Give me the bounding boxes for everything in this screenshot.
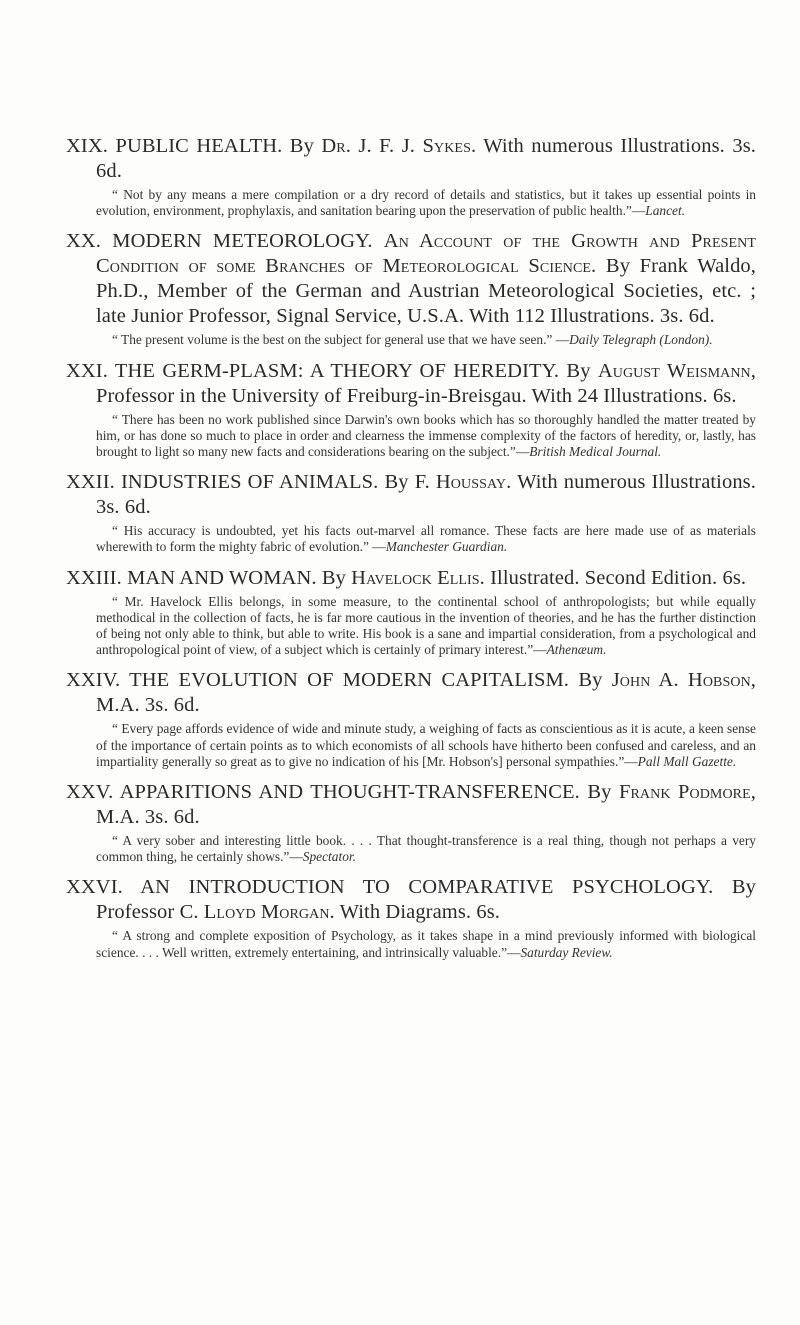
entry-number: XXI. [66,359,108,382]
entry-title: MODERN METEOROLOGY. [112,230,373,253]
entry-by: By [384,471,409,494]
entry-details: 3s. 6d. [144,806,200,829]
review-source: British Medical Journal. [529,444,662,460]
catalogue-entry [66,134,756,219]
review-quote: “ A strong and complete exposition of Psychology, as it takes shape in a mind previously informed with biological science. . . . Well written, extremely entertaining, and intrinsically valuable.”— [96,928,756,960]
entry-review [96,412,756,461]
entry-heading [66,229,756,329]
entry-heading [66,875,756,925]
entry-review [96,594,756,659]
review-source: Manchester Guardian. [385,539,508,555]
entry-number: XXII. [66,471,115,494]
entry-review [96,187,756,219]
review-source: Daily Telegraph (London). [569,332,713,348]
entry-number: XIX. [66,135,108,157]
entry-review [96,721,756,770]
entry-review [96,523,756,555]
review-quote: “ There has been no work published since Darwin's own books which has so thoroughly handled the matter treated by him, or has done so much to place in order and clearness the immense complexity of the factors of heredity, or, lastly, has brought to light so many new facts and considerations bearing on the subject.”— [96,411,756,460]
entry-title: APPARITIONS AND THOUGHT-TRANSFERENCE. [119,781,580,804]
entry-number: XXVI. [66,876,123,899]
entry-heading [66,470,756,520]
entry-heading [66,780,756,830]
entry-number: XXIV. [66,669,121,692]
entry-review [96,332,756,348]
catalogue-entry [66,780,756,865]
review-quote: “ A very sober and interesting little book. . . . That thought-transference is a real thing, though not perhaps a very common thing, he certainly shows.”— [96,833,756,865]
entry-author: An Account of the Growth and Present Condition of some Branches of Meteorological Science. [96,230,756,278]
entry-details: With Diagrams. 6s. [339,901,501,924]
entry-details: By Frank Waldo, Ph.D., Member of the German and Austrian Meteorological Societies, etc. ; late Junior Professor, Signal Service, U.S.A. With 112 Illustrations. 3s. 6d. [96,255,756,328]
entry-by: By [321,566,346,589]
entry-author: Havelock Ellis. [351,566,485,589]
catalogue-entry [66,229,756,348]
review-quote: “ Not by any means a mere compilation or a dry record of details and statistics, but it takes up essential points in evolution, environment, prophylaxis, and sanitation bearing upon the preservation of public health.”— [96,187,756,219]
entry-heading [66,134,756,184]
entry-review [96,833,756,865]
entry-title: THE GERM-PLASM: A THEORY OF HEREDITY. [114,359,560,382]
entry-author: F. Houssay. [414,471,512,494]
entry-title: MAN AND WOMAN. [127,566,317,589]
entry-author: Frank Podmore, M.A. [96,781,756,829]
entry-author: August Weismann, [597,359,756,382]
entry-author: C. Lloyd Morgan. [179,901,335,924]
entry-number: XX. [66,230,102,253]
entry-review [96,928,756,960]
entry-number: XXIII. [66,566,122,589]
entry-by: By [578,669,603,692]
entry-author: John A. Hobson, M.A. [96,669,757,717]
review-source: Spectator. [302,849,356,865]
catalogue-entry [66,875,756,960]
catalogue-entry [66,566,756,659]
entry-heading [66,359,756,409]
entry-details: Illustrated. Second Edition. 6s. [490,566,747,589]
entry-title: INDUSTRIES OF ANIMALS. [121,471,379,494]
entry-author: Dr. J. F. J. Sykes. [321,135,477,157]
entry-number: XXV. [66,781,114,804]
review-source: Lancet. [645,203,686,219]
review-quote: “ His accuracy is undoubted, yet his facts out-marvel all romance. These facts are here made use of as materials wherewith to form the mighty fabric of evolution.” — [96,523,756,555]
entry-by: By [587,781,612,804]
entry-details: 3s. 6d. [144,694,200,717]
catalogue-entry [66,359,756,461]
review-quote: “ Mr. Havelock Ellis belongs, in some measure, to the continental school of anthropologists; but while equally methodical in the collection of facts, he is far more cautious in the invention of theories, and he has the further distinction of being not only able to think, but able to write. His book is a sane and impartial consideration, from a psychological and anthropological point of view, of a subject which is certainly of primary interest.”— [96,593,756,658]
entry-title: PUBLIC HEALTH. [115,135,283,157]
entry-by: By [566,359,591,382]
review-source: Athenæum. [546,642,607,658]
review-source: Saturday Review. [520,944,613,960]
entry-by: By [289,135,314,157]
entry-heading [66,668,756,718]
entry-details: With numerous Illustrations. 3s. 6d. [96,471,756,519]
catalogue-entry [66,470,756,555]
entry-title: AN INTRODUCTION TO COMPARATIVE PSYCHOLOGY. [140,876,714,899]
entry-details: With numerous Illustrations. 3s. 6d. [96,135,756,182]
entry-details: Professor in the University of Freiburg-in-Breisgau. With 24 Illustrations. 6s. [96,384,737,407]
review-quote: “ Every page affords evidence of wide and minute study, a weighing of facts as conscientious as it is acute, a keen sense of the importance of certain points as to which economists of all schools have hitherto been confused and careless, and an impartiality generally so great as to give no indication of his [Mr. Hobson's] personal sympathies.”— [96,721,756,769]
review-quote: “ The present volume is the best on the subject for general use that we have seen.” — [112,332,570,348]
entry-by: By Professor [96,876,756,924]
catalogue-entry [66,668,756,770]
entry-title: THE EVOLUTION OF MODERN CAPITALISM. [129,669,570,692]
review-source: Pall Mall Gazette. [637,753,737,769]
entry-heading [66,566,756,591]
